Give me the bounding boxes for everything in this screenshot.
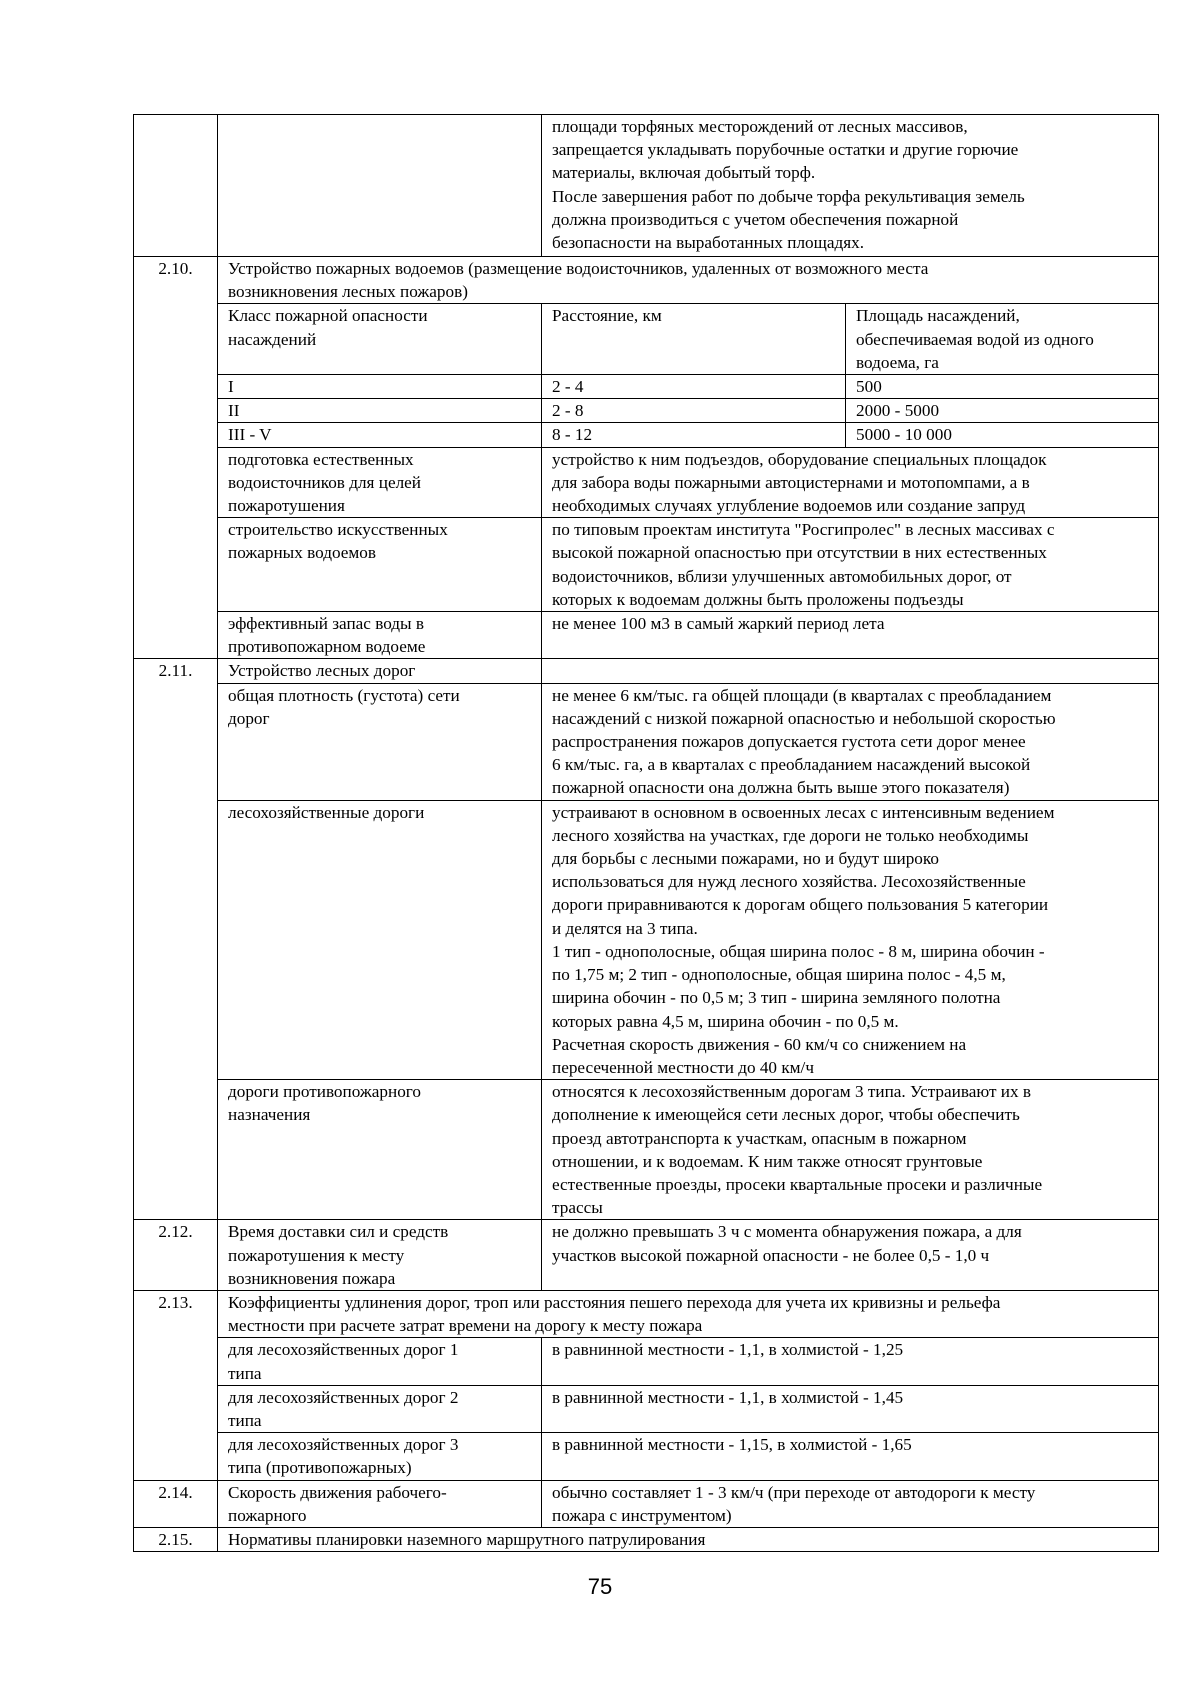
table-row: [134, 447, 1159, 518]
item-number-cell: 2.10.: [134, 257, 218, 659]
item-label-cell: для лесохозяйственных дорог 3 типа (противопожарных): [218, 1433, 542, 1480]
area-cell: 5000 - 10 000: [846, 423, 1159, 447]
class-cell: II: [218, 399, 542, 423]
table-row: [134, 1385, 1159, 1432]
table-row: [134, 375, 1159, 399]
table-row: [134, 659, 1159, 683]
class-cell: I: [218, 375, 542, 399]
item-text-cell: в равнинной местности - 1,1, в холмистой - 1,25: [542, 1338, 1159, 1385]
section-title-cell: Нормативы планировки наземного маршрутного патрулирования: [218, 1527, 1159, 1551]
item-label-cell: эффективный запас воды в противопожарном водоеме: [218, 612, 542, 659]
item-text-cell: обычно составляет 1 - 3 км/ч (при переходе от автодороги к месту пожара с инструментом): [542, 1480, 1159, 1527]
table-row: [134, 518, 1159, 612]
table-row: [134, 115, 1159, 257]
column-header-area: Площадь насаждений, обеспечиваемая водой из одного водоема, га: [846, 304, 1159, 375]
item-number-cell: 2.15.: [134, 1527, 218, 1551]
item-text-cell: не менее 100 м3 в самый жаркий период лета: [542, 612, 1159, 659]
item-text-cell: не должно превышать 3 ч с момента обнаружения пожара, а для участков высокой пожарной опасности - не более 0,5 - 1,0 ч: [542, 1220, 1159, 1291]
item-label-cell: общая плотность (густота) сети дорог: [218, 683, 542, 800]
area-cell: 2000 - 5000: [846, 399, 1159, 423]
column-header-distance: Расстояние, км: [542, 304, 846, 375]
table-row: [134, 683, 1159, 800]
table-row: [134, 257, 1159, 304]
item-label-cell: для лесохозяйственных дорог 1 типа: [218, 1338, 542, 1385]
distance-cell: 2 - 4: [542, 375, 846, 399]
table-row: [134, 612, 1159, 659]
section-title-cell: Устройство лесных дорог: [218, 659, 542, 683]
item-label-cell: строительство искусственных пожарных водоемов: [218, 518, 542, 612]
table-row: [134, 304, 1159, 375]
table-row: [134, 1220, 1159, 1291]
table-row: [134, 1290, 1159, 1337]
item-text-cell: площади торфяных месторождений от лесных массивов, запрещается укладывать порубочные остатки и другие горючие материалы, включая добытый торф. После завершения работ по добыче торфа рекультивация земель должна производиться с учетом обеспечения пожарной безопасности на выработанных площадях.: [542, 115, 1159, 257]
table-row: [134, 1433, 1159, 1480]
column-header-class: Класс пожарной опасности насаждений: [218, 304, 542, 375]
table-row: [134, 1080, 1159, 1220]
distance-cell: 2 - 8: [542, 399, 846, 423]
area-cell: 500: [846, 375, 1159, 399]
item-label-cell: [218, 115, 542, 257]
item-number-cell: 2.11.: [134, 659, 218, 1220]
item-label-cell: Время доставки сил и средств пожаротушения к месту возникновения пожара: [218, 1220, 542, 1291]
item-label-cell: лесохозяйственные дороги: [218, 800, 542, 1079]
section-title-cell: Коэффициенты удлинения дорог, троп или расстояния пешего перехода для учета их кривизны и рельефа местности при расчете затрат времени на дорогу к месту пожара: [218, 1290, 1159, 1337]
table-row: [134, 1480, 1159, 1527]
table-row: [134, 1338, 1159, 1385]
item-number-cell: 2.14.: [134, 1480, 218, 1527]
item-text-cell: в равнинной местности - 1,15, в холмистой - 1,65: [542, 1433, 1159, 1480]
item-text-cell: [542, 659, 1159, 683]
distance-cell: 8 - 12: [542, 423, 846, 447]
section-title-cell: Устройство пожарных водоемов (размещение водоисточников, удаленных от возможного места возникновения лесных пожаров): [218, 257, 1159, 304]
item-text-cell: устраивают в основном в освоенных лесах с интенсивным ведением лесного хозяйства на участках, где дороги не только необходимы для борьбы с лесными пожарами, но и будут широко использоваться для нужд лесного хозяйства. Лесохозяйственные дороги приравниваются к дорогам общего пользования 5 категории и делятся на 3 типа. 1 тип - однополосные, общая ширина полос - 8 м, ширина обочин - по 1,75 м; 2 тип - однополосные, общая ширина полос - 4,5 м, ширина обочин - по 0,5 м; 3 тип - ширина земляного полотна которых равна 4,5 м, ширина обочин - по 0,5 м. Расчетная скорость движения - 60 км/ч со снижением на пересеченной местности до 40 км/ч: [542, 800, 1159, 1079]
table-row: [134, 1527, 1159, 1551]
item-label-cell: Скорость движения рабочего- пожарного: [218, 1480, 542, 1527]
item-text-cell: относятся к лесохозяйственным дорогам 3 типа. Устраивают их в дополнение к имеющейся сети лесных дорог, чтобы обеспечить проезд автотранспорта к участкам, опасным в пожарном отношении, и к водоемам. К ним также относят грунтовые естественные проезды, просеки квартальные просеки и различные трассы: [542, 1080, 1159, 1220]
item-label-cell: для лесохозяйственных дорог 2 типа: [218, 1385, 542, 1432]
class-cell: III - V: [218, 423, 542, 447]
item-text-cell: не менее 6 км/тыс. га общей площади (в кварталах с преобладанием насаждений с низкой пожарной опасностью и небольшой скоростью распространения пожаров допускается густота сети дорог менее 6 км/тыс. га, а в кварталах с преобладанием насаждений высокой пожарной опасности она должна быть выше этого показателя): [542, 683, 1159, 800]
item-label-cell: дороги противопожарного назначения: [218, 1080, 542, 1220]
regulations-table: [133, 114, 1159, 1552]
table-row: [134, 800, 1159, 1079]
item-text-cell: по типовым проектам института "Росгипролес" в лесных массивах с высокой пожарной опасностью при отсутствии в них естественных водоисточников, вблизи улучшенных автомобильных дорог, от которых к водоемам должны быть проложены подъезды: [542, 518, 1159, 612]
item-text-cell: устройство к ним подъездов, оборудование специальных площадок для забора воды пожарными автоцистернами и мотопомпами, а в необходимых случаях углубление водоемов или создание запруд: [542, 447, 1159, 518]
table-row: [134, 423, 1159, 447]
item-number-cell: [134, 115, 218, 257]
page-number: 75: [587, 1574, 613, 1599]
item-number-cell: 2.13.: [134, 1290, 218, 1480]
table-row: [134, 399, 1159, 423]
item-number-cell: 2.12.: [134, 1220, 218, 1291]
item-label-cell: подготовка естественных водоисточников для целей пожаротушения: [218, 447, 542, 518]
item-text-cell: в равнинной местности - 1,1, в холмистой - 1,45: [542, 1385, 1159, 1432]
